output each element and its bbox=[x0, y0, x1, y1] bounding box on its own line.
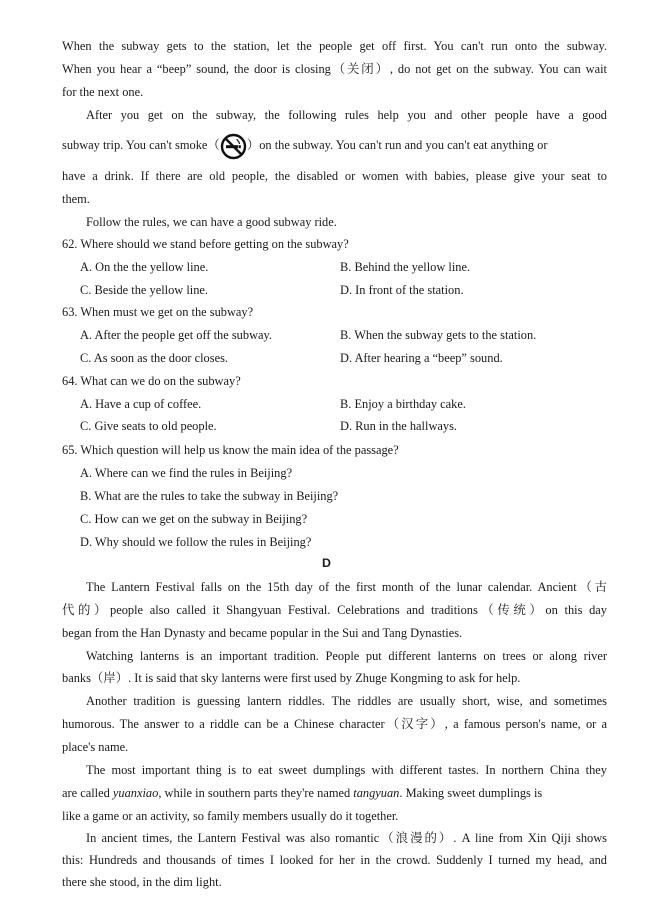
question-stem: 62. Where should we stand before getting on the subway? bbox=[62, 237, 349, 251]
passage-d-text: . Making sweet dumplings is bbox=[399, 786, 543, 800]
passage-d-line: place's name. bbox=[62, 740, 129, 754]
answer-option[interactable]: C. Give seats to old people. bbox=[80, 419, 217, 433]
passage-d-line: Watching lanterns is an important tradition. People put different lanterns on trees or along river bbox=[86, 649, 607, 663]
passage-c-line: After you get on the subway, the following rules help you and other people have a good bbox=[86, 108, 607, 122]
passage-d-line: The most important thing is to eat sweet dumplings with different tastes. In northern China they bbox=[86, 763, 607, 777]
passage-c-line: them. bbox=[62, 192, 90, 206]
passage-c-text: ）on the subway. You can't run and you can't eat anything or bbox=[246, 138, 548, 152]
passage-d-line: Another tradition is guessing lantern riddles. The riddles are usually short, wise, and sometimes bbox=[86, 694, 607, 708]
answer-option[interactable]: A. After the people get off the subway. bbox=[80, 328, 272, 342]
passage-d-text: are called bbox=[62, 786, 113, 800]
term-yuanxiao: yuanxiao bbox=[112, 786, 159, 800]
answer-option[interactable]: B. When the subway gets to the station. bbox=[340, 328, 537, 342]
passage-c-text: subway trip. You can't smoke（ bbox=[62, 138, 220, 152]
answer-option[interactable]: D. Why should we follow the rules in Beijing? bbox=[80, 535, 312, 549]
passage-d-line: 代的）people also called it Shangyuan Festival. Celebrations and traditions（传统）on this day bbox=[62, 603, 607, 617]
passage-d-text: , while in southern parts they're named bbox=[158, 786, 354, 800]
answer-option[interactable]: D. Run in the hallways. bbox=[340, 419, 458, 433]
answer-option[interactable]: A. Have a cup of coffee. bbox=[80, 397, 202, 411]
passage-c-line: for the next one. bbox=[62, 85, 144, 99]
answer-option[interactable]: D. In front of the station. bbox=[340, 283, 464, 297]
section-heading: D bbox=[322, 556, 331, 570]
answer-option[interactable]: B. What are the rules to take the subway in Beijing? bbox=[80, 489, 339, 503]
question-stem: 65. Which question will help us know the main idea of the passage? bbox=[62, 443, 399, 457]
answer-option[interactable]: A. On the the yellow line. bbox=[80, 260, 209, 274]
passage-d-line: like a game or an activity, so family members usually do it together. bbox=[62, 809, 399, 823]
passage-c-line-with-icon bbox=[62, 137, 607, 153]
answer-option[interactable]: C. How can we get on the subway in Beijing? bbox=[80, 512, 308, 526]
passage-d-line: In ancient times, the Lantern Festival was also romantic（浪漫的）. A line from Xin Qiji shows bbox=[86, 831, 607, 845]
answer-option[interactable]: A. Where can we find the rules in Beijing? bbox=[80, 466, 293, 480]
answer-option[interactable]: B. Behind the yellow line. bbox=[340, 260, 471, 274]
passage-c-line: When the subway gets to the station, let the people get off first. You can't run onto the subway. bbox=[62, 39, 607, 53]
answer-option[interactable]: C. As soon as the door closes. bbox=[80, 351, 228, 365]
term-tangyuan: tangyuan bbox=[353, 786, 400, 800]
passage-d-line: began from the Han Dynasty and became popular in the Sui and Tang Dynasties. bbox=[62, 626, 463, 640]
passage-c-line: When you hear a “beep” sound, the door is closing（关闭）, do not get on the subway. You can wait bbox=[62, 62, 607, 76]
passage-c-line: have a drink. If there are old people, the disabled or women with babies, please give your seat to bbox=[62, 169, 607, 183]
passage-d-line: there she stood, in the dim light. bbox=[62, 875, 222, 889]
no-smoking-icon bbox=[220, 133, 247, 160]
answer-option[interactable]: C. Beside the yellow line. bbox=[80, 283, 209, 297]
passage-c-line: Follow the rules, we can have a good subway ride. bbox=[86, 215, 337, 229]
passage-d-line: banks（岸）. It is said that sky lanterns were first used by Zhuge Kongming to ask for help. bbox=[62, 671, 521, 685]
passage-d-line: this: Hundreds and thousands of times I looked for her in the crowd. Suddenly I turned my head, and bbox=[62, 853, 607, 867]
passage-d-line-italic-terms bbox=[62, 785, 607, 801]
question-stem: 64. What can we do on the subway? bbox=[62, 374, 241, 388]
passage-d-line: The Lantern Festival falls on the 15th day of the first month of the lunar calendar. Ancient（古 bbox=[86, 580, 607, 594]
passage-d-line: humorous. The answer to a riddle can be a Chinese character（汉字）, a famous person's name, or a bbox=[62, 717, 607, 731]
question-stem: 63. When must we get on the subway? bbox=[62, 305, 254, 319]
answer-option[interactable]: B. Enjoy a birthday cake. bbox=[340, 397, 466, 411]
answer-option[interactable]: D. After hearing a “beep” sound. bbox=[340, 351, 503, 365]
